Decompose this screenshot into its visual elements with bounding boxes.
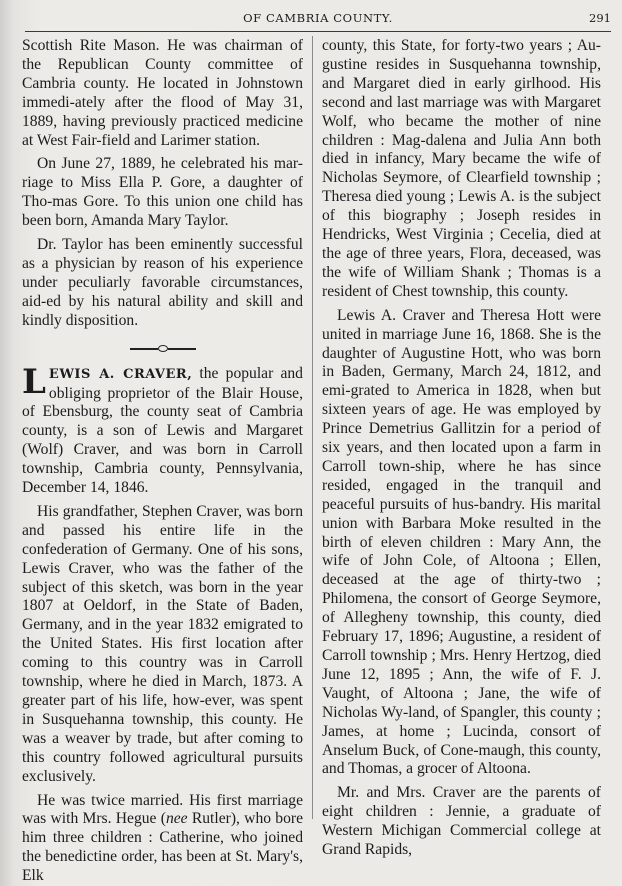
ornament-line — [168, 348, 196, 350]
column-divider — [312, 36, 313, 819]
biography-opening-paragraph — [22, 361, 303, 498]
paragraph: Lewis A. Craver and Theresa Hott were united in marriage June 16, 1868. She is the daughter of Augustine Hott, who was born in Baden, Germany, March 24, 1812, and emi-grated to America in 1828, when but sixteen years of age. He was employed by Prince Demetrius Gallitzin for a period of six years, and then located upon a farm in Carroll town-ship, where he has since resided, engaged in the tranquil and peaceful pursuits of hus-bandry. His marital union with Barbara Moke resulted in the birth of eleven children : Mary Ann, the wife of John Cole, of Altoona ; Ellen, deceased at the age of thirty-two ; Philomena, the consort of George Seymore, of Allegheny township, this county, died February 17, 1896; Augustine, a resident of Carroll township ; Mrs. Henry Hertzog, died June 12, 1895 ; Ann, the wife of F. J. Vaught, of Altoona ; Jane, the wife of Nicholas Wy-land, of Spangler, this county ; James, at home ; Lucinda, consort of Anselum Buck, of Cone-maugh, this county, and Thomas, a grocer of Altoona. — [322, 306, 601, 778]
paragraph: county, this State, for forty-two years ; Au-gustine resides in Susquehanna township, and Margaret died in early girlhood. His second and last marriage was with Margaret Wolf, who became the mother of nine children : Mag-dalena and Julia Ann both died in infancy, Mary became the wife of Nicholas Seymore, of Clearfield township ; Theresa died young ; Lewis A. is the subject of this biography ; Joseph resides in Hendricks, West Virginia ; Cecelia, died at the age of three years, Flora, deceased, was the wife of William Shank ; Thomas is a resident of Chest township, this county. — [322, 37, 601, 300]
italic-text: nee — [165, 810, 188, 828]
paragraph: Mr. and Mrs. Craver are the parents of eight children : Jennie, a graduate of Western Michigan Commercial college at Grand Rapids, — [322, 784, 601, 859]
paragraph-text: Rutler), who bore him three children : Catherine, who joined the benedictine order, has been at St. Mary's, Elk — [22, 810, 304, 885]
section-ornament-divider — [22, 335, 303, 363]
paragraph: Dr. Taylor has been eminently successful as a physician by reason of his experience under peculiarly favorable circumstances, aid-ed by his natural ability and skill and kindly disposition. — [22, 236, 303, 329]
page-number: 291 — [589, 11, 611, 25]
header-rule — [25, 31, 611, 32]
running-head: OF CAMBRIA COUNTY. — [243, 11, 393, 25]
paragraph-text: the popular and obliging proprietor of the Blair House, of Ebensburg, the county seat of Cambria county, is a son of Lewis and Margaret (Wolf) Craver, and was born in Carroll township, Cambria county, Pennsylvania, December 14, 1846. — [22, 364, 303, 497]
drop-cap: L — [22, 361, 46, 402]
paragraph: On June 27, 1889, he celebrated his mar-riage to Miss Ella P. Gore, a daughter of Tho-mas Gore. To this union one child has been born, Amanda Mary Taylor. — [22, 155, 303, 230]
page-header — [25, 0, 611, 32]
paragraph — [22, 792, 303, 886]
subject-name: EWIS A. CRAVER, — [48, 366, 193, 382]
right-column — [322, 37, 601, 860]
ornament-line — [130, 348, 158, 350]
paragraph-text: He was twice married. His first marriage was with Mrs. Hegue ( — [22, 791, 303, 828]
ornament-dot — [158, 345, 168, 352]
paragraph: Scottish Rite Mason. He was chairman of the Republican County committee of Cambria county. He located in Johnstown immedi-ately after the flood of May 31, 1889, having previously practiced medicine at West Fair-field and Larimer station. — [22, 37, 303, 149]
paragraph: His grandfather, Stephen Craver, was born and passed his entire life in the confederation of Germany. One of his sons, Lewis Craver, who was the father of the subject of this sketch, was born in the year 1807 at Oeldorf, in the State of Baden, Germany, and in the year 1832 emigrated to the United States. His first location after coming to this country was in Carroll township, where he died in March, 1873. A greater part of his life, how-ever, was spent in Susquehanna township, this county. He was a weaver by trade, but after coming to this country followed agricultural pursuits exclusively. — [22, 502, 303, 785]
left-column — [22, 37, 303, 886]
